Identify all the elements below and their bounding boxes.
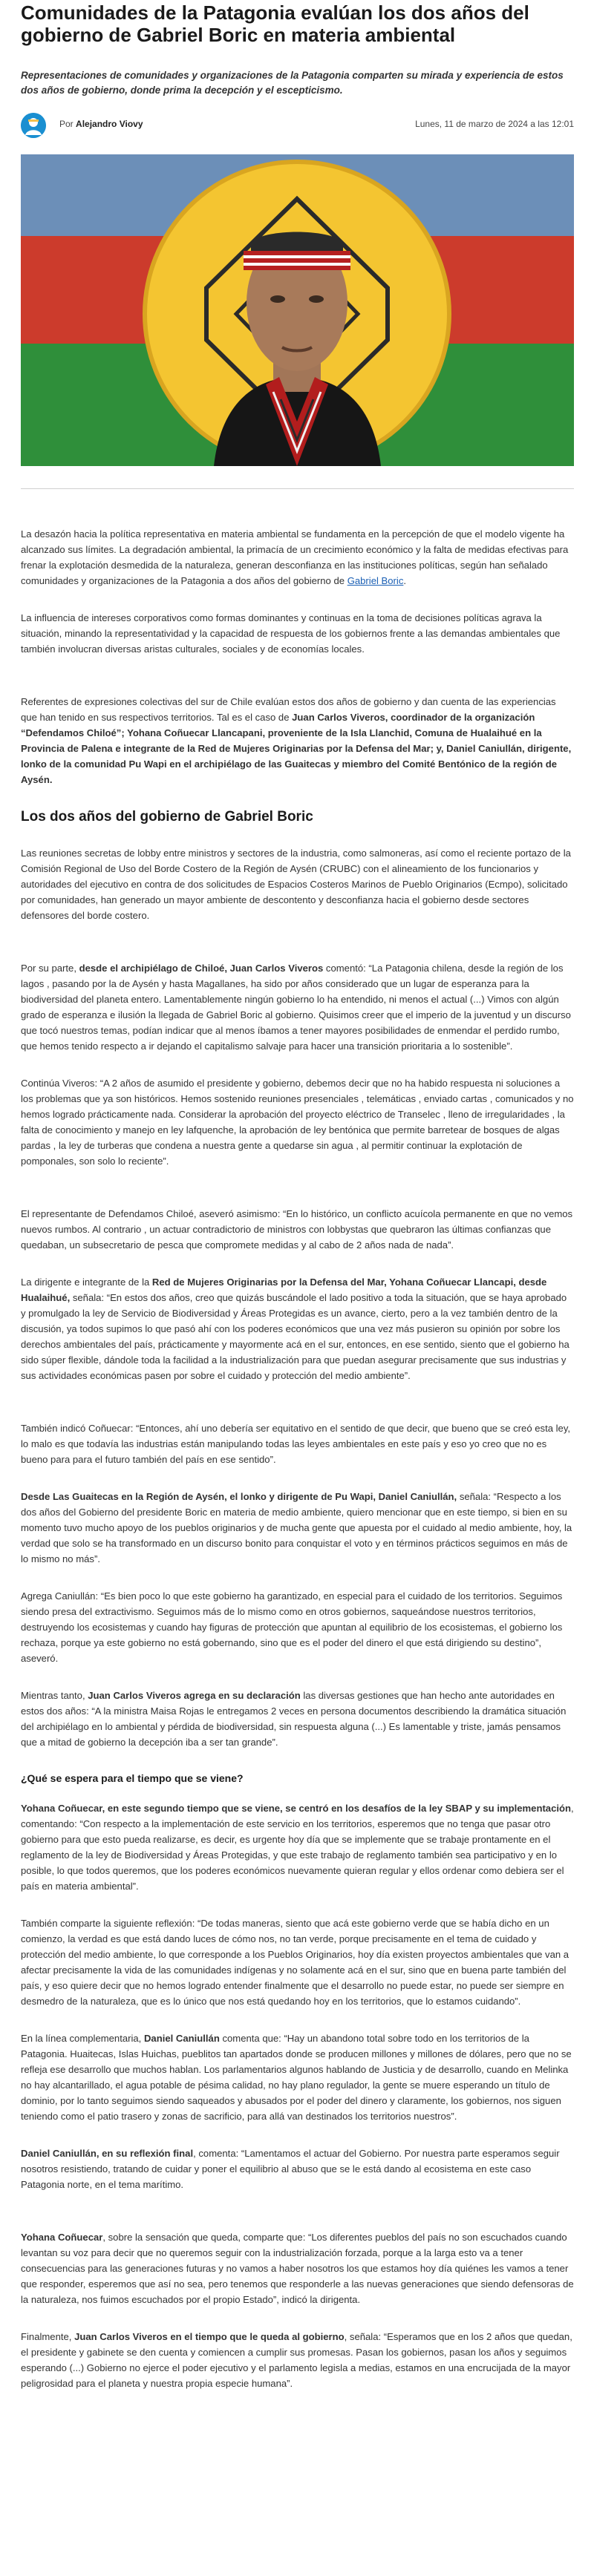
paragraph: También indicó Coñuecar: “Entonces, ahí uno debería ser equitativo en el sentido de que decir, que bueno que se creó esta ley, lo malo es que todavía las industrias están manipulando todas las leyes ambientales en este país y eso yo creo que no es bueno para para el futuro también del país en ese sentido”.: [21, 1423, 571, 1465]
hero-photo-icon: [21, 154, 574, 466]
paragraph-text: , comentando: “Con respecto a la implementación de este servicio en los territorios, esperemos que no tenga que pasar otro gobierno para que esto pueda realizarse, es decir, es urgente hoy día que se implemente que se trabaje prontamente en el reglamento de la ley de Biodiversidad y Áreas Protegidas, y que este trabajo de reglamento también sea participativo y en lo posible, lo que todos queremos, que los poderes económicos nuevamente quieran regular y ellos ordenar como debiera ser el país en materia ambiental”.: [21, 1803, 574, 1892]
paragraph: Agrega Caniullán: “Es bien poco lo que este gobierno ha garantizado, en especial para el cuidado de los territorios. Seguimos siendo presa del extractivismo. Seguimos más de lo mismo como en otros gobiernos, saqueándose nuestros territorios, destruyendo los ecosistemas y cuando hay figuras de protección que apuntan al equilibrio de los ecosistemas, el gobierno los rechaza, porque ya este gobierno no está gobernando, sino que es el poder del dinero el que está dirigiendo su destino”, aseveró.: [21, 1590, 563, 1664]
paragraph: Continúa Viveros: “A 2 años de asumido el presidente y gobierno, debemos decir que no ha habido respuesta ni soluciones a los problemas que ya son históricos. Hemos sostenido reuniones presenciales , telemáticas , enviado cartas , comunicados y no hemos logrado prácticamente nada. Considerar la aprobación del proyecto eléctrico de Transelec , lleno de irregularidades , la falta de conocimiento y manejo en ley lafquenche, la aprobación de ley bentónica que permite barretear de bosques de algas pardas , la ley de turberas que condena a nuestra gente a quedarse sin agua , al permitir continuar la explotación de pomponales, son solo lo reciente”.: [21, 1078, 574, 1167]
paragraph-text: La dirigente e integrante de la: [21, 1276, 152, 1288]
author-name[interactable]: Alejandro Viovy: [76, 119, 143, 129]
paragraph: La influencia de intereses corporativos como formas dominantes y continuas en la toma de decisiones políticas agrava la situación, minando la representatividad y la capacidad de respuesta de los gobiernos frente a las demandas ambientales que también involucran diversas aristas culturales, sociales y de economías locales.: [21, 612, 561, 655]
paragraph-bold: Yohana Coñuecar, en este segundo tiempo que se viene, se centró en los desafíos de la ley SBAP y su implementación: [21, 1803, 571, 1814]
article: [21, 0, 574, 2391]
paragraph-bold: Juan Carlos Viveros en el tiempo que le queda al gobierno: [74, 2331, 345, 2342]
paragraph-bold: Juan Carlos Viveros agrega en su declaración: [88, 1690, 301, 1701]
paragraph-bold: Daniel Caniullán, en su reflexión final: [21, 2148, 194, 2159]
paragraph-text: las diversas gestiones que han hecho ante autoridades en estos dos años: “A la ministra Maisa Rojas le entregamos 2 veces en persona documentos describiendo la dramática situación del archipiélago en lo ambiental y pérdida de biodiversidad, sin respuesta alguna (...) Es lamentable y triste, jamás pensamos que a mitad de gobierno la decepción iba a ser tan grande”.: [21, 1690, 567, 1748]
paragraph: [21, 1274, 574, 1383]
paragraph-text: , señala: “Esperamos que en los 2 años que quedan, el presidente y gabinete se den cuenta y comiencen a cumplir sus promesas. Pasan los gobiernos, pasan los años y seguimos esperando (...) Gobierno no ejerce el poder ejecutivo y el parlamento legisla a medias, estamos en una encrucijada de la mayor peligrosidad para el planeta y nuestra propia especie humana”.: [21, 2331, 572, 2389]
paragraph: Las reuniones secretas de lobby entre ministros y sectores de la industria, como salmoneras, así como el reciente portazo de la Comisión Regional de Uso del Borde Costero de la Región de Aysén (CRUBC) con el alineamiento de los funcionarios y autoridades del ejecutivo en contra de dos solicitudes de Espacios Costeros Marinos de Pueblo Originarios (Ecmpo), solicitado por comunidades, han generado un mayor ambiente de descontento y desconfianza hacia el gobierno desde sectores defensores del borde costero.: [21, 848, 571, 921]
article-title: Comunidades de la Patagonia evalúan los dos años del gobierno de Gabriel Boric en materia ambiental: [21, 1, 529, 46]
paragraph-text: La desazón hacia la política representativa en materia ambiental se fundamenta en la percepción de que el modelo vigente ha alcanzado sus límites. La degradación ambiental, la primacía de un crecimiento económico y la falta de medidas efectivas para frenar la explotación desmedida de la naturaleza, generan desconfianza en las instituciones políticas, según han señalado comunidades y organizaciones de la Patagonia a dos años del gobierno de: [21, 528, 569, 586]
paragraph: El representante de Defendamos Chiloé, aseveró asimismo: “En lo histórico, un conflicto acuícola permanente en que no vemos nuevos rumbos. Al contrario , un actuar contradictorio de ministros con lobbystas que quebraron las últimas confianzas que quedaban, un subsecretario de pesca que compromete medidas y al cabo de 2 años nada de nada”.: [21, 1208, 573, 1251]
section-heading: ¿Qué se espera para el tiempo que se viene?: [21, 1772, 244, 1784]
paragraph-text: .: [403, 575, 407, 586]
paragraph: [21, 2229, 574, 2307]
paragraph: [21, 2329, 574, 2391]
paragraph: [21, 960, 574, 1054]
article-subtitle: Representaciones de comunidades y organizaciones de la Patagonia comparten su mirada y experiencia de estos dos años de gobierno, donde prima la decepción y el escepticismo.: [21, 70, 564, 96]
paragraph: También comparte la siguiente reflexión: “De todas maneras, siento que acá este gobierno verde que se había dicho en un comienzo, la verdad es que está dando luces de cómo nos, no tan verde, porque precisamente en el tema de cuidado y protección del medio ambiente, lo que corresponde a los Pueblos Originarios, hoy día existen proyectos ambientales que van a afectar precisamente la vida de las comunidades indígenas y no solamente acá en el sur, sino que en buena parte también del país, y eso quiere decir que no hemos logrado entender finalmente que el desarrollo no puede estar, no puede ser siempre en desmedro de la naturaleza, que es lo único que nos está quedando hoy en los territorios, que lo estamos cuidando”.: [21, 1918, 569, 2007]
paragraph-text: señala: “En estos dos años, creo que quizás buscándole el lado positivo a toda la situación, que se haya aprobado y promulgado la ley de Servicio de Biodiversidad y Áreas Protegidas es un avance, cierto, pero a la vez también dentro de la discusión, ya todos supimos lo que pasó ahí con los poderes económicos que una vez más pusieron su opinión por sobre los derechos ambientales del país, prácticamente y mayormente acá en el sur, entonces, en ese sentido, siento que el gobierno ha sido súper flexible, dándole toda la facilidad a la industrialización para que puedan asegurar precisamente que sus industrias y sus actividades económicas pasen por sobre el cuidado y protección del medio ambiente”.: [21, 1292, 569, 1381]
paragraph: [21, 526, 574, 589]
byline-prefix: Por: [59, 119, 74, 129]
publish-date: Lunes, 11 de marzo de 2024 a las 12:01: [415, 119, 574, 129]
paragraph: [21, 1800, 574, 1894]
divider: [21, 488, 574, 489]
article-body: [21, 526, 574, 2391]
paragraph-bold: Juan Carlos Viveros, coordinador de la organización “Defendamos Chiloé”; Yohana Coñuecar Llancapani, proveniente de la Isla Llanchid, Comuna de Hualaihué en la Provincia de Palena e integrante de la Red de Mujeres Originarias por la Defensa del Mar; y, Daniel Caniullán, dirigente, lonko de la comunidad Pu Wapi en el archipiélago de las Guaitecas y miembro del Comité Bentónico de la región de Aysén.: [21, 712, 572, 785]
paragraph-text: Por su parte,: [21, 963, 79, 974]
paragraph-text: Referentes de expresiones colectivas del sur de Chile evalúan estos dos años de gobierno y dan cuenta de las experiencias que han tenido en sus respectivos territorios. Tal es el caso de: [21, 696, 556, 723]
paragraph: [21, 2146, 574, 2192]
paragraph-text: Mientras tanto,: [21, 1690, 88, 1701]
paragraph-text: , sobre la sensación que queda, comparte que: “Los diferentes pueblos del país no son escuchados cuando levantan su voz para decir que no queremos seguir con la industrialización forzada, porque a la larga esto va a tener consecuencias para las generaciones futuras y no vamos a haber nosotros los que estamos hoy día quiénes les vamos a tener que responder, esperemos que así no sea, pero tenemos que responderle a las nuevas generaciones que siendo defensoras de la naturaleza, nos fuimos escuchados por el propio Estado”, indicó la dirigenta.: [21, 2232, 574, 2305]
paragraph-text: En la línea complementaria,: [21, 2033, 144, 2044]
gabriel-boric-link[interactable]: Gabriel Boric: [347, 575, 404, 586]
paragraph: [21, 694, 574, 787]
article-meta: [21, 110, 574, 140]
paragraph: [21, 1688, 574, 1750]
paragraph-bold: Desde Las Guaitecas en la Región de Aysén, el lonko y dirigente de Pu Wapi, Daniel Caniullán,: [21, 1491, 457, 1502]
paragraph-text: , comenta: “Lamentamos el actuar del Gobierno. Por nuestra parte esperamos seguir nosotros resistiendo, tratando de cuidar y poner el equilibrio al abuso que se le está dando al ecosistema en este caso Patagonia norte, en el tema marítimo.: [21, 2148, 560, 2190]
paragraph-bold: Daniel Caniullán: [143, 2033, 220, 2044]
paragraph-bold: desde el archipiélago de Chiloé, Juan Carlos Viveros: [79, 963, 324, 974]
paragraph-text: comenta que: “Hay un abandono total sobre todo en los territorios de la Patagonia. Huaitecas, Islas Huichas, pueblitos tan apartados donde se producen millones y millones de dólares, pero que no se refleja ese desarrollo que muchos hablan. Los parlamentarios algunos hablando de Justicia y de desarrollo, cuando en Melinka no hay alcantarillado, el agua potable de pésima calidad, no hay plano regulador, la gente se muere esperando un título de dominio, por lo tanto seguimos siendo saqueados y abusados por el poder del dinero y claramente, los gobiernos, nos siguen teniendo como el patio trasero y zonas de sacrificio, para allá van destinados los territorios nuestros”.: [21, 2033, 572, 2122]
paragraph: [21, 1489, 574, 1567]
byline: [59, 119, 143, 129]
paragraph-text: señala: “Respecto a los dos años del Gobierno del presidente Boric en materia de medio ambiente, quiero mencionar que en este tiempo, si bien en su momento tuvo mucho apoyo de los pueblos originarios y de mucha gente que apuesta por el cuidado al medio ambiente, hoy, la verdad que solo se ha transformado en un discurso bonito para conquistar el voto y en términos prácticos seguimos en más de lo mismo no más”.: [21, 1491, 572, 1564]
section-heading: Los dos años del gobierno de Gabriel Boric: [21, 809, 313, 825]
paragraph-text: Finalmente,: [21, 2331, 75, 2342]
paragraph-bold: Yohana Coñuecar: [21, 2232, 103, 2243]
author-avatar-icon[interactable]: [21, 113, 46, 138]
paragraph-text: comentó: “La Patagonia chilena, desde la región de los lagos , pasando por la de Aysén y hasta Magallanes, ha sido por años considerado que un lugar de esperanza para la biodiversidad del planeta entero. Lamentablemente ningún gobierno lo ha entendido, ni menos el actual (...) Vimos con algún grado de esperanza e ilusión la llegada de Gabriel Boric al gobierno. Quisimos creer que el imperio de la juventud y un discurso que tocó nuestros temas, podían indicar que al menos íbamos a tener mayores posibilidades de enmendar el perdido rumbo, que hemos tenido respecto a ir dejando el capitalismo salvaje para hacer una transición prioritaria a lo sostenible”.: [21, 963, 571, 1052]
paragraph: [21, 2031, 574, 2124]
paragraph-bold: Red de Mujeres Originarias por la Defensa del Mar, Yohana Coñuecar Llancapi, desde Hualaihué,: [21, 1276, 547, 1303]
